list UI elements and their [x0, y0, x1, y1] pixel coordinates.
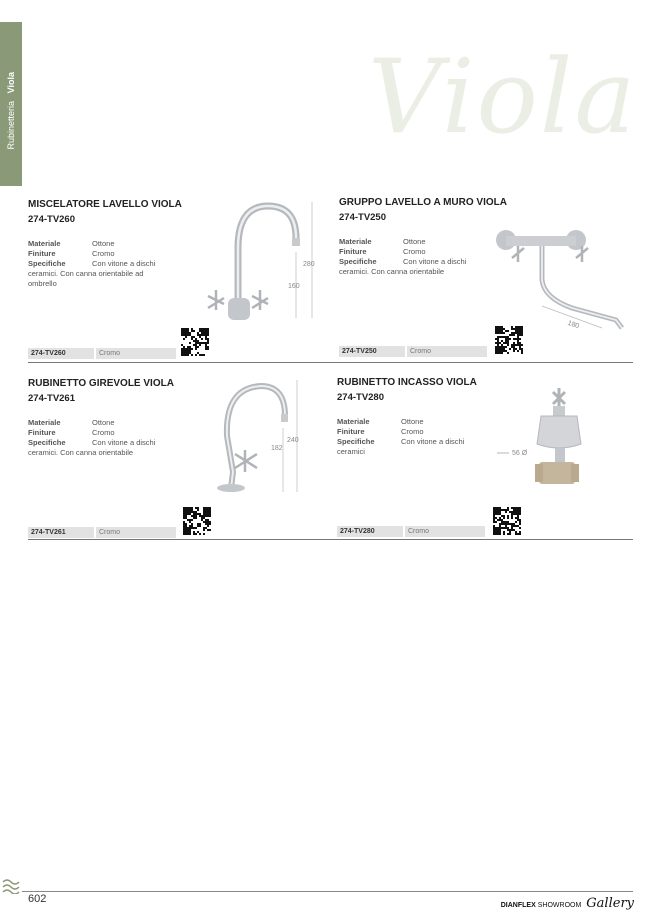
product-name: RUBINETTO INCASSO VIOLA: [337, 377, 477, 388]
spec-list: [28, 418, 198, 458]
code-bar: [28, 348, 176, 359]
qr-code-icon[interactable]: [493, 507, 521, 535]
spec-value: Con vitone a dischi: [92, 438, 156, 447]
spec-value: Con vitone a dischi: [403, 257, 467, 266]
spec-value: Cromo: [401, 427, 424, 436]
qr-pattern: [181, 328, 209, 356]
product-image: [205, 376, 325, 496]
bar-code: 274-TV280: [337, 526, 403, 537]
spec-value: Con vitone a dischi: [92, 259, 156, 268]
qr-pattern: [183, 507, 211, 535]
divider: [28, 362, 633, 363]
qr-pattern: [493, 507, 521, 535]
product-card: [339, 197, 509, 277]
product-card: [28, 199, 198, 289]
product-image: [492, 218, 632, 338]
dim-label: 56 Ø: [512, 450, 528, 457]
footer-divider: [22, 891, 633, 892]
category-label: Rubinetteria: [6, 101, 16, 150]
spec-key: Specifiche: [28, 259, 66, 268]
page-number: 602: [28, 893, 47, 905]
dim-label: 182: [271, 445, 283, 452]
spec-key: Specifiche: [339, 257, 377, 266]
spec-key: Materiale: [28, 239, 61, 248]
spec-list: [339, 237, 509, 277]
spec-value: Ottone: [92, 418, 115, 427]
product-image: [495, 386, 605, 496]
brand-logo: [501, 896, 634, 911]
bar-finish: Cromo: [405, 526, 485, 537]
brand-bold: DIANFLEX: [500, 902, 536, 909]
section-label: Viola: [6, 72, 16, 94]
dim-label: 240: [287, 437, 299, 444]
product-card: [28, 378, 198, 458]
code-bar: [28, 527, 176, 538]
spec-value: Cromo: [92, 428, 115, 437]
qr-code-icon[interactable]: [183, 507, 211, 535]
product-code: 274-TV250: [339, 212, 387, 223]
brand-light: SHOWROOM: [537, 902, 582, 909]
spec-key: Finiture: [339, 247, 367, 256]
brand-script: Gallery: [586, 896, 634, 911]
spec-note: ceramici: [337, 447, 365, 456]
qr-pattern: [495, 326, 523, 354]
spec-value: Con vitone a dischi: [401, 437, 465, 446]
spec-list: [28, 239, 198, 289]
dim-label: 280: [303, 261, 315, 268]
wave-logo-icon: [2, 878, 22, 894]
product-name: GRUPPO LAVELLO A MURO VIOLA: [339, 197, 507, 208]
watermark-title: Viola: [368, 38, 638, 157]
code-bar: [337, 526, 485, 537]
spec-key: Finiture: [28, 249, 56, 258]
spec-note: ceramici. Con canna orientabile: [339, 267, 445, 276]
qr-code-icon[interactable]: [181, 328, 209, 356]
code-bar: [339, 346, 487, 357]
spec-key: Finiture: [337, 427, 365, 436]
bar-code: 274-TV261: [28, 527, 94, 538]
dim-label: 160: [288, 283, 300, 290]
bar-code: 274-TV260: [28, 348, 94, 359]
spec-note: ceramici. Con canna orientabile ad ombrello: [28, 269, 144, 288]
spec-key: Materiale: [28, 418, 61, 427]
bar-finish: Cromo: [96, 527, 176, 538]
spec-key: Materiale: [337, 417, 370, 426]
product-code: 274-TV260: [28, 214, 76, 225]
spec-value: Cromo: [92, 249, 115, 258]
product-image: [200, 198, 330, 328]
side-tab: [0, 22, 22, 186]
divider: [28, 539, 633, 540]
spec-key: Materiale: [339, 237, 372, 246]
product-name: MISCELATORE LAVELLO VIOLA: [28, 199, 182, 210]
spec-key: Finiture: [28, 428, 56, 437]
bar-finish: Cromo: [96, 348, 176, 359]
bar-code: 274-TV250: [339, 346, 405, 357]
spec-note: ceramici. Con canna orientabile: [28, 448, 134, 457]
product-code: 274-TV280: [337, 392, 385, 403]
spec-value: Ottone: [403, 237, 426, 246]
spec-key: Specifiche: [28, 438, 66, 447]
qr-code-icon[interactable]: [495, 326, 523, 354]
dim-label: 180: [566, 319, 580, 331]
spec-value: Ottone: [92, 239, 115, 248]
spec-value: Ottone: [401, 417, 424, 426]
product-code: 274-TV261: [28, 393, 76, 404]
spec-key: Specifiche: [337, 437, 375, 446]
spec-value: Cromo: [403, 247, 426, 256]
spec-list: [337, 417, 507, 457]
product-card: [337, 377, 507, 457]
bar-finish: Cromo: [407, 346, 487, 357]
product-name: RUBINETTO GIREVOLE VIOLA: [28, 378, 174, 389]
